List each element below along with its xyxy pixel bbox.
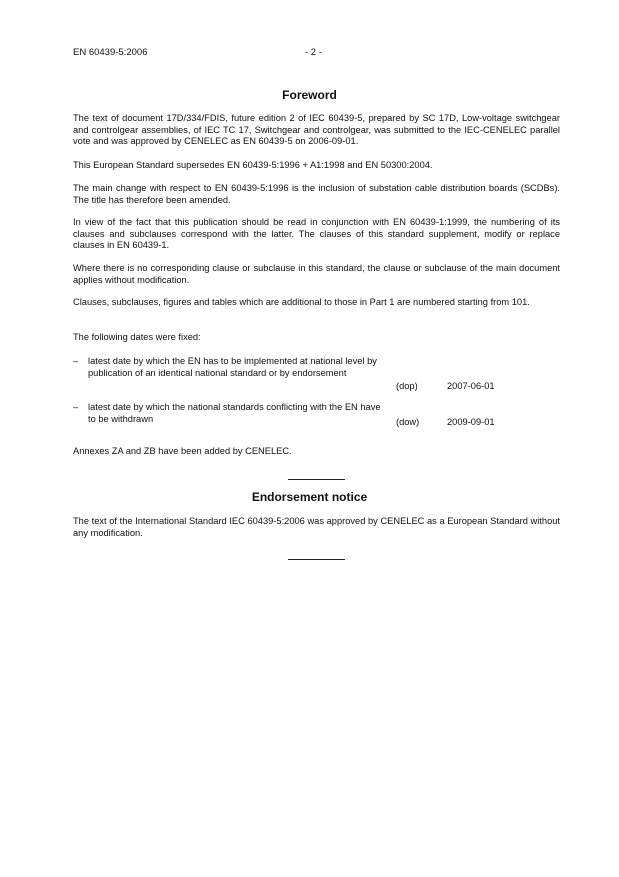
- list-dash: –: [73, 402, 79, 412]
- foreword-paragraph-7: The following dates were fixed:: [73, 332, 201, 342]
- endorsement-title: Endorsement notice: [251, 490, 368, 504]
- date-description: latest date by which the EN has to be implemented at national level by publication of an identical national standard or by endorsement: [88, 356, 377, 378]
- foreword-paragraph-3: The main change with respect to EN 60439-5:1996 is the inclusion of substation cable distribution boards (SCDBs). The title has therefore been amended.: [73, 183, 560, 205]
- foreword-paragraph-1: The text of document 17D/334/FDIS, future edition 2 of IEC 60439-5, prepared by SC 17D, Low-voltage switchgear and controlgear assemblies, of IEC TC 17, Switchgear and controlgear, was submitted to the IEC-CENELEC parallel vote and was approved by CENELEC as EN 60439-5 on 2006-09-01.: [73, 113, 560, 146]
- document-id: EN 60439-5:2006: [73, 47, 148, 58]
- date-description: latest date by which the national standards conflicting with the EN have to be withdrawn: [88, 402, 381, 424]
- foreword-paragraph-6: Clauses, subclauses, figures and tables which are additional to those in Part 1 are numbered starting from 101.: [73, 297, 530, 307]
- end-divider: [288, 559, 345, 560]
- page-number: - 2 -: [305, 47, 322, 58]
- date-value: 2007-06-01: [447, 380, 495, 391]
- annex-note: Annexes ZA and ZB have been added by CENELEC.: [73, 446, 292, 456]
- foreword-paragraph-2: This European Standard supersedes EN 60439-5:1996 + A1:1998 and EN 50300:2004.: [73, 160, 433, 170]
- list-dash: –: [73, 356, 79, 366]
- date-item-dow: [73, 402, 560, 428]
- dates-list: [73, 356, 560, 428]
- foreword-paragraph-4: In view of the fact that this publication should be read in conjunction with EN 60439-1:1999, the numbering of its clauses and subclauses correspond with the latter. The clauses of this standard supplement, modify or replace clauses in EN 60439-1.: [73, 217, 560, 250]
- section-divider: [288, 479, 345, 480]
- date-item-dop: [73, 356, 560, 392]
- endorsement-text: The text of the International Standard IEC 60439-5:2006 was approved by CENELEC as a European Standard without any modification.: [73, 516, 560, 538]
- foreword-title: Foreword: [282, 88, 337, 102]
- foreword-paragraph-5: Where there is no corresponding clause or subclause in this standard, the clause or subclause of the main document applies without modification.: [73, 263, 560, 285]
- date-code: (dop): [396, 380, 418, 391]
- date-value: 2009-09-01: [447, 416, 495, 427]
- date-code: (dow): [396, 416, 420, 427]
